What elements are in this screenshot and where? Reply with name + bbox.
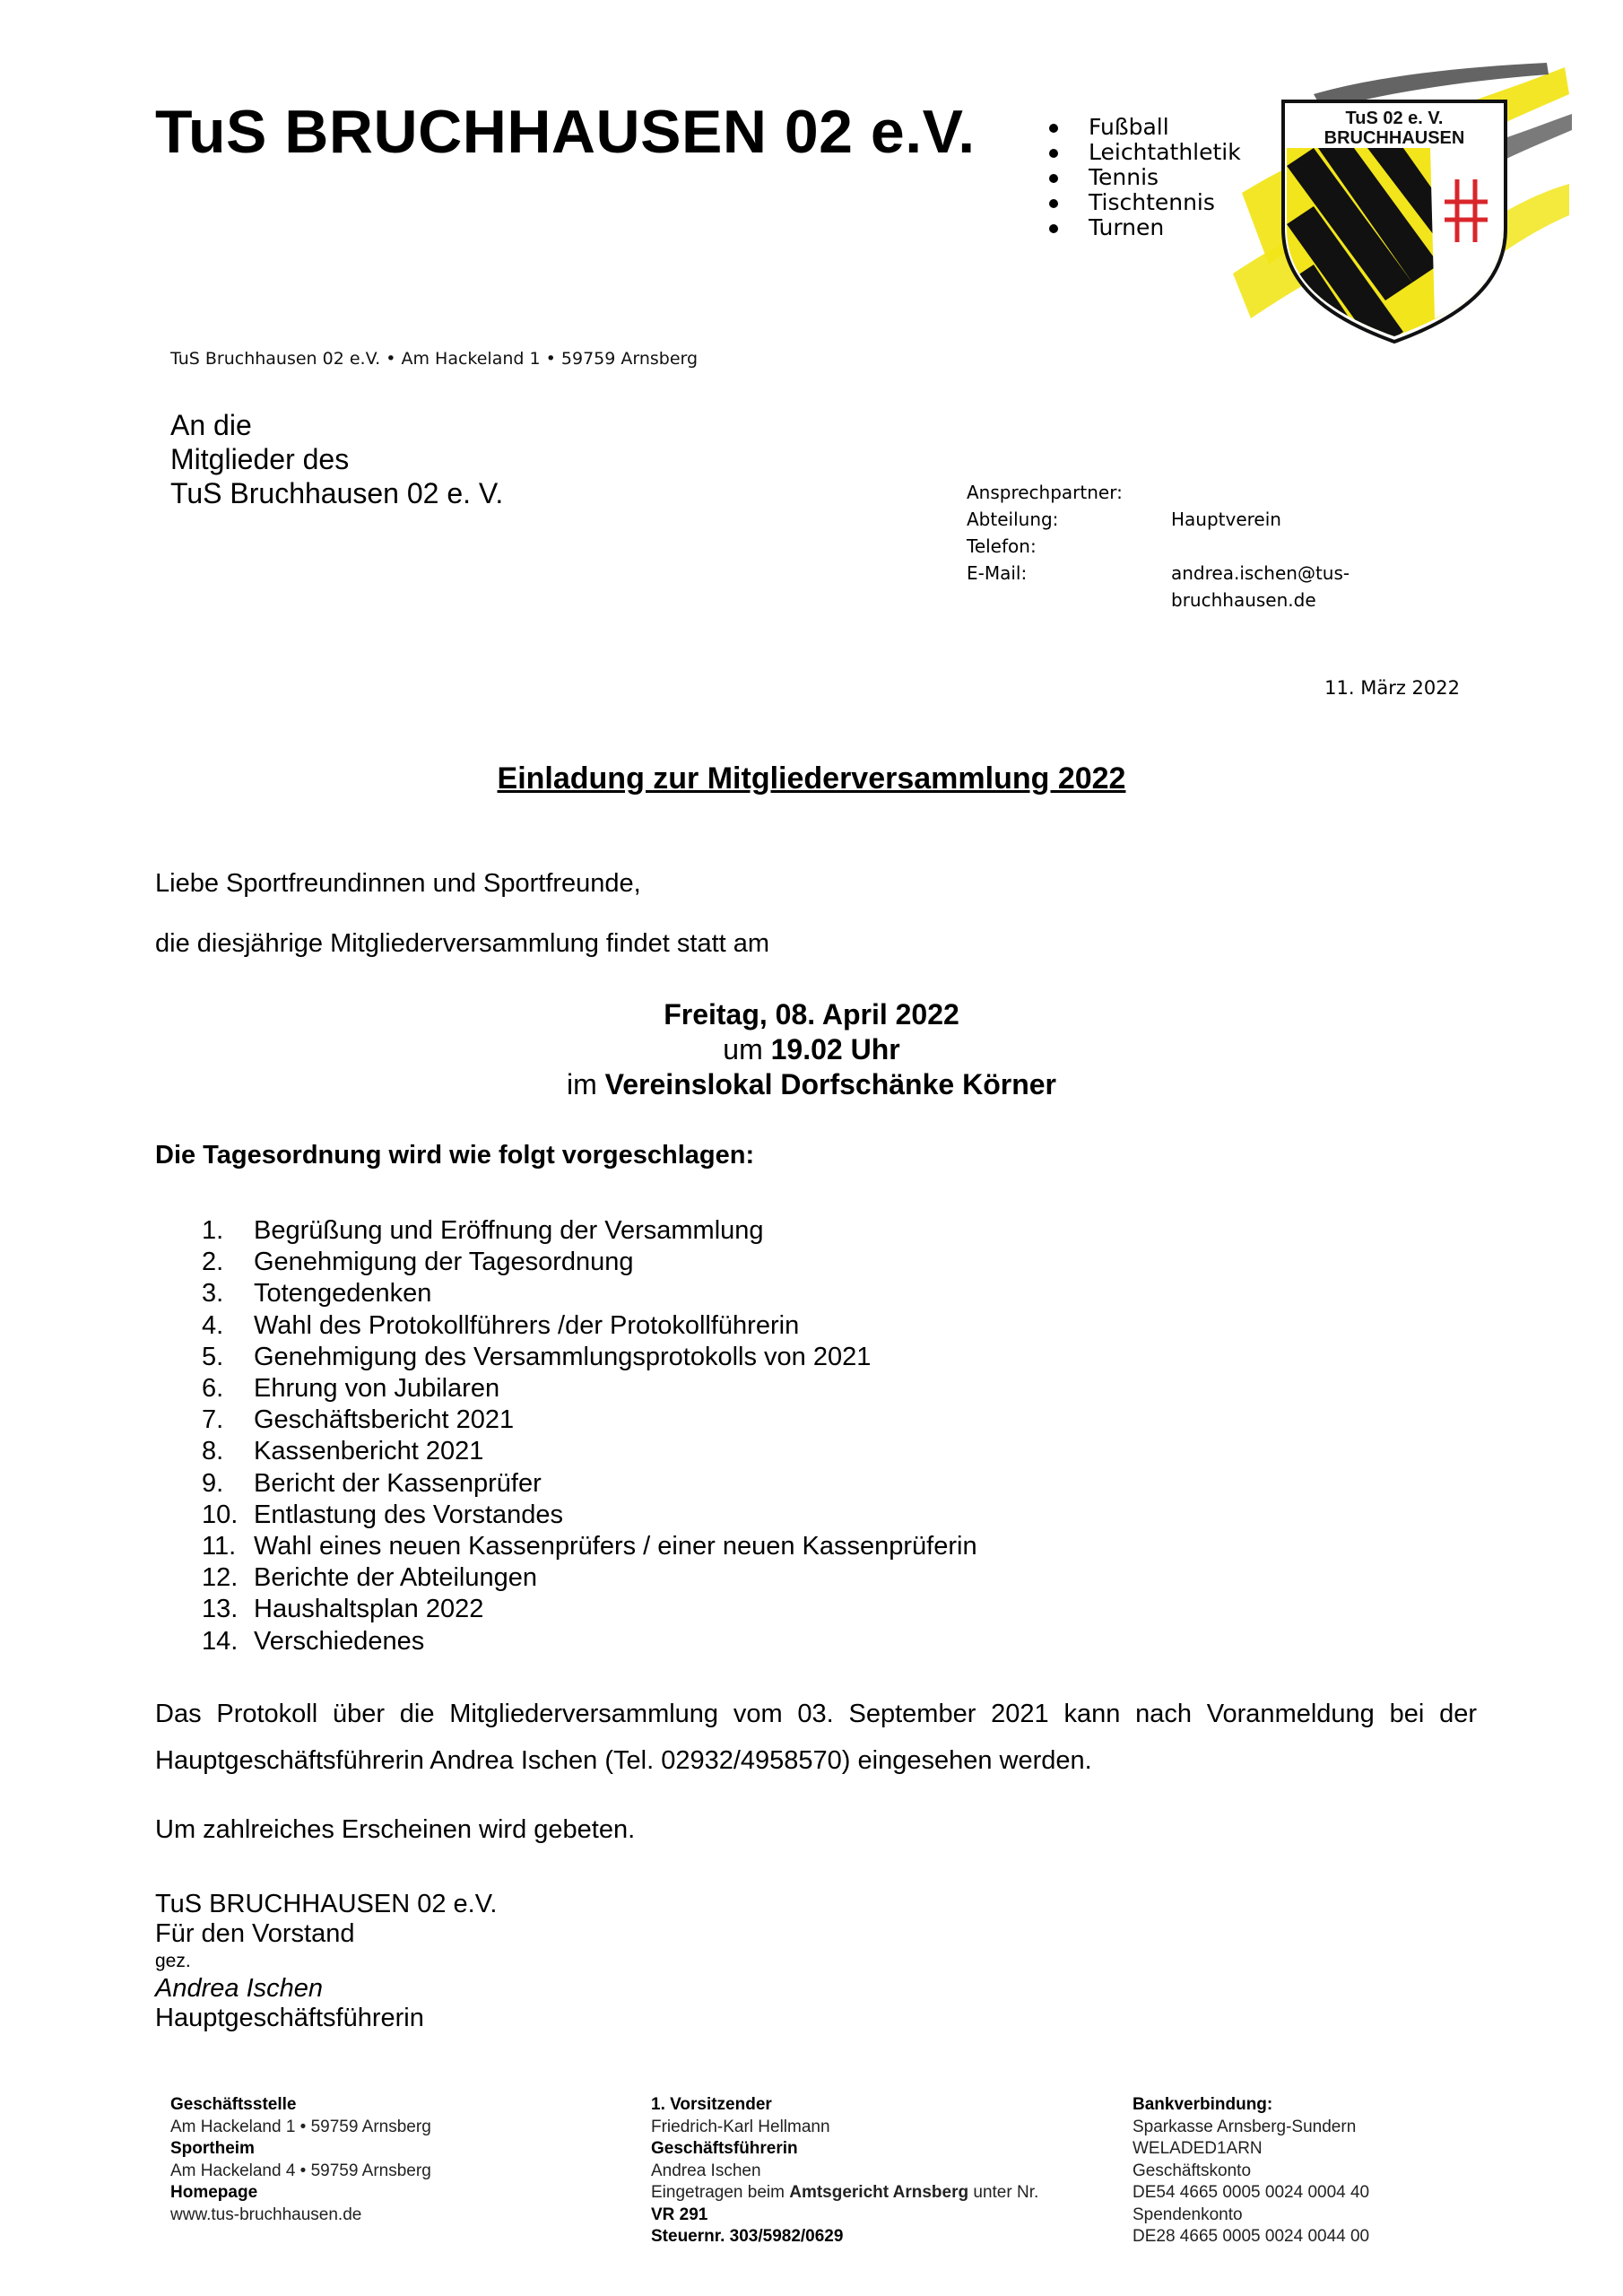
agenda-item <box>202 1562 977 1594</box>
logo-text-bottom: BRUCHHAUSEN <box>1324 128 1465 148</box>
event-place-prefix: im <box>567 1068 597 1100</box>
sports-list-item: Tennis <box>1049 165 1241 190</box>
email-link[interactable]: andrea.ischen@tus-bruchhausen.de <box>1171 562 1350 611</box>
agenda-number: 2. <box>202 1248 224 1277</box>
sender-name: TuS Bruchhausen 02 e.V. <box>170 349 381 369</box>
footer-heading: Sportheim <box>170 2139 255 2158</box>
agenda-text: Wahl des Protokollführers /der Protokollführerin <box>254 1310 800 1340</box>
contact-label: Ansprechpartner: <box>967 482 1123 503</box>
contact-value <box>1171 533 1377 560</box>
footer-line: Spendenkonto <box>1133 2205 1243 2224</box>
contact-value: Hauptverein <box>1171 509 1281 530</box>
agenda-item <box>202 1405 977 1436</box>
agenda-text: Ehrung von Jubilaren <box>254 1374 500 1404</box>
agenda-number: 7. <box>202 1405 224 1435</box>
sports-list-item: Leichtathletik <box>1049 140 1241 165</box>
contact-row <box>967 560 1377 613</box>
club-logo <box>1233 58 1574 345</box>
footer-heading: Bankverbindung: <box>1133 2095 1273 2114</box>
agenda-item <box>202 1310 977 1342</box>
agenda-item <box>202 1247 977 1278</box>
agenda-number: 14. <box>202 1626 239 1656</box>
sender-city: 59759 Arnsberg <box>560 349 699 369</box>
footer-line: Am Hackeland 1 • 59759 Arnsberg <box>170 2117 431 2136</box>
footer-text: unter Nr. <box>973 2183 1039 2202</box>
agenda-text: Genehmigung der Tagesordnung <box>254 1248 634 1277</box>
recipient-line: Mitglieder des <box>170 443 350 475</box>
recipient-address <box>170 408 503 510</box>
signature-role: Hauptgeschäftsführerin <box>155 2004 424 2032</box>
event-place-line <box>0 1067 1623 1102</box>
sports-list <box>1049 115 1241 240</box>
salutation: Liebe Sportfreundinnen und Sportfreunde, <box>155 869 641 898</box>
footer-line: Friedrich-Karl Hellmann <box>651 2117 830 2136</box>
event-time-line <box>0 1032 1623 1067</box>
signature-for: Für den Vorstand <box>155 1919 355 1948</box>
agenda-item <box>202 1500 977 1531</box>
contact-row <box>967 479 1377 506</box>
recipient-line: TuS Bruchhausen 02 e. V. <box>170 477 504 509</box>
footer-heading: Geschäftsstelle <box>170 2095 297 2114</box>
contact-value <box>1171 479 1377 506</box>
agenda-text: Verschiedenes <box>254 1626 425 1656</box>
agenda-text: Wahl eines neuen Kassenprüfers / einer neuen Kassenprüferin <box>254 1532 977 1561</box>
contact-label: E-Mail: <box>967 562 1028 584</box>
agenda-number: 6. <box>202 1374 224 1404</box>
event-place: Vereinslokal Dorfschänke Körner <box>604 1068 1056 1100</box>
contact-row <box>967 533 1377 560</box>
footer-bank <box>1133 2094 1369 2248</box>
contact-row <box>967 506 1377 533</box>
footer-tax-number: Steuernr. 303/5982/0629 <box>651 2227 844 2246</box>
signature-gez: gez. <box>155 1951 191 1971</box>
footer-office <box>170 2094 431 2226</box>
sender-street: Am Hackeland 1 <box>401 349 541 369</box>
sports-list-item: Turnen <box>1049 215 1241 240</box>
footer-heading: 1. Vorsitzender <box>651 2095 772 2114</box>
agenda-number: 5. <box>202 1342 224 1371</box>
agenda-number: 4. <box>202 1310 224 1340</box>
logo-text-top: TuS 02 e. V. <box>1345 109 1444 128</box>
footer-line: WELADED1ARN <box>1133 2139 1263 2158</box>
footer-iban: DE28 4665 0005 0024 0044 00 <box>1133 2227 1370 2246</box>
agenda-heading: Die Tagesordnung wird wie folgt vorgeschlagen: <box>155 1141 755 1170</box>
agenda-item <box>202 1278 977 1309</box>
agenda-number: 12. <box>202 1563 239 1593</box>
footer-text: Eingetragen beim <box>651 2183 785 2202</box>
agenda-text: Berichte der Abteilungen <box>254 1563 537 1593</box>
agenda-text: Totengedenken <box>254 1279 432 1309</box>
footer-line: Am Hackeland 4 • 59759 Arnsberg <box>170 2161 431 2180</box>
contact-label: Telefon: <box>967 535 1037 557</box>
event-time: 19.02 Uhr <box>770 1033 900 1065</box>
footer-register-number: VR 291 <box>651 2205 708 2224</box>
agenda-text: Haushaltsplan 2022 <box>254 1595 484 1624</box>
agenda-number: 8. <box>202 1437 224 1466</box>
agenda-number: 13. <box>202 1595 239 1624</box>
agenda-item <box>202 1531 977 1562</box>
agenda-text: Geschäftsbericht 2021 <box>254 1405 515 1435</box>
footer-line: Andrea Ischen <box>651 2161 761 2180</box>
footer-line <box>651 2182 1038 2205</box>
footer-court: Amtsgericht Arnsberg <box>789 2183 969 2202</box>
agenda-number: 3. <box>202 1279 224 1309</box>
signature-name: Andrea Ischen <box>155 1974 324 2003</box>
letter-date: 11. März 2022 <box>1324 677 1460 699</box>
bullet-separator: • <box>386 349 396 369</box>
agenda-text: Begrüßung und Eröffnung der Versammlung <box>254 1216 764 1245</box>
agenda-number: 10. <box>202 1500 239 1529</box>
agenda-text: Entlastung des Vorstandes <box>254 1500 564 1529</box>
footer-line: Sparkasse Arnsberg-Sundern <box>1133 2117 1357 2136</box>
footer-heading: Homepage <box>170 2183 258 2202</box>
footer-heading: Geschäftsführerin <box>651 2139 798 2158</box>
footer-line: Geschäftskonto <box>1133 2161 1252 2180</box>
agenda-item <box>202 1468 977 1500</box>
intro-text: die diesjährige Mitgliederversammlung findet statt am <box>155 929 770 958</box>
contact-block <box>967 479 1377 613</box>
agenda-item <box>202 1626 977 1657</box>
sender-line <box>170 349 698 369</box>
agenda-item <box>202 1342 977 1373</box>
agenda-number: 1. <box>202 1216 224 1245</box>
contact-label: Abteilung: <box>967 509 1059 530</box>
homepage-link[interactable]: www.tus-bruchhausen.de <box>170 2205 362 2224</box>
bullet-separator: • <box>545 349 556 369</box>
agenda-item <box>202 1373 977 1405</box>
agenda-number: 11. <box>202 1532 237 1561</box>
protocol-paragraph: Das Protokoll über die Mitgliederversammlung vom 03. September 2021 kann nach Voranmeldung bei der Hauptgeschäftsführerin Andrea Ischen (Tel. 02932/4958570) eingesehen werden. <box>155 1700 1477 1775</box>
agenda-text: Kassenbericht 2021 <box>254 1437 484 1466</box>
closing-line: Um zahlreiches Erscheinen wird gebeten. <box>155 1815 636 1844</box>
agenda-number: 9. <box>202 1468 224 1498</box>
event-date: Freitag, 08. April 2022 <box>664 998 959 1031</box>
club-title: TuS BRUCHHAUSEN 02 e.V. <box>155 98 976 166</box>
recipient-line: An die <box>170 409 252 441</box>
agenda-item <box>202 1436 977 1467</box>
agenda-text: Bericht der Kassenprüfer <box>254 1468 542 1498</box>
event-details <box>0 997 1623 1102</box>
signature-org: TuS BRUCHHAUSEN 02 e.V. <box>155 1890 498 1918</box>
subject-heading: Einladung zur Mitgliederversammlung 2022 <box>497 761 1126 796</box>
agenda-item <box>202 1594 977 1625</box>
agenda-item <box>202 1215 977 1247</box>
footer-iban: DE54 4665 0005 0024 0004 40 <box>1133 2183 1370 2202</box>
sports-list-item: Fußball <box>1049 115 1241 140</box>
sports-list-item: Tischtennis <box>1049 190 1241 215</box>
footer-board <box>651 2094 1038 2248</box>
agenda-text: Genehmigung des Versammlungsprotokolls von 2021 <box>254 1342 872 1371</box>
agenda-list <box>202 1215 977 1657</box>
event-time-prefix: um <box>723 1033 763 1065</box>
signature-block <box>155 1890 497 2033</box>
